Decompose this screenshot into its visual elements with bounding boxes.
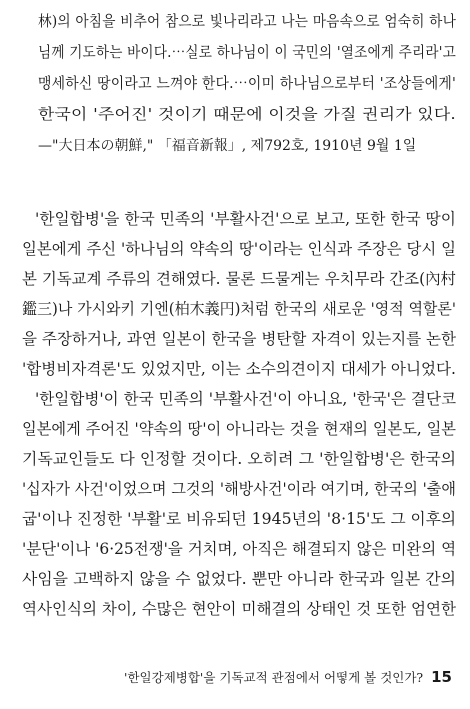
paragraph-line: '한일합병'을 한국 민족의 '부활사건'으로 보고, 또한 한국 땅이 xyxy=(35,210,456,228)
paragraph-line: 일본에게 주신 '하나님의 약속의 땅'이라는 인식과 주장은 당시 일 xyxy=(22,240,457,258)
paragraph-line: 본 기독교계 주류의 견해였다. 물론 드물게는 우치무라 간조(內村 xyxy=(22,270,456,288)
paragraph-line: 鑑三)나 가시와키 기엔(柏木義円)처럼 한국의 새로운 '영적 역할론' xyxy=(22,300,457,318)
paragraph-line: 일본에게 주어진 '약속의 땅'이 아니라는 것을 현재의 일본도, 일본 xyxy=(22,420,456,438)
quote-line: 님께 기도하는 바이다.⋯실로 하나님이 이 국민의 '열조에게 주리라'고 xyxy=(38,43,456,61)
paragraph-line: '분단'이나 '6·25전쟁'을 거치며, 아직은 해결되지 않은 미완의 역 xyxy=(22,540,457,558)
page-number: 15 xyxy=(431,668,452,686)
paragraph-line: '합병비자격론'도 있었지만, 이는 소수의견이지 대세가 아니었다. xyxy=(22,360,456,378)
paragraph-line: 굽'이나 진정한 '부활'로 비유되던 1945년의 '8·15'도 그 이후의 xyxy=(22,510,456,528)
paragraph-line: 을 주장하거나, 과연 일본이 한국을 병탄할 자격이 있는지를 논한 xyxy=(22,330,457,348)
paragraph-line: 사임을 고백하지 않을 수 없었다. 뿐만 아니라 한국과 일본 간의 xyxy=(22,570,456,588)
paragraph-line: 역사인식의 차이, 수많은 현안이 미해결의 상태인 것 또한 엄연한 xyxy=(22,600,457,618)
running-title: '한일강제병합'을 기독교적 관점에서 어떻게 볼 것인가? xyxy=(124,670,424,685)
paragraph-line: '한일합병'이 한국 민족의 '부활사건'이 아니요, '한국'은 결단코 xyxy=(35,390,457,408)
quote-citation: —"大日本の朝鮮," 「福音新報」, 제792호, 1910년 9월 1일 xyxy=(38,138,417,154)
page-footer xyxy=(0,668,452,690)
paragraph-line: '십자가 사건'이었으며 그것의 '해방사건'이라 여기며, 한국의 '출애 xyxy=(22,480,457,498)
quote-line: 맹세하신 땅이라고 느껴야 한다.⋯이미 하나님으로부터 '조상들에게' xyxy=(38,74,457,92)
paragraph-line: 기독교인들도 다 인정할 것이다. 오히려 그 '한일합병'은 한국의 xyxy=(22,450,457,468)
quote-line: 한국이 '주어진' 것이기 때문에 이것을 가질 권리가 있다. xyxy=(38,105,456,123)
quote-line: 林)의 아침을 비추어 참으로 빛나리라고 나는 마음속으로 엄숙히 하나 xyxy=(38,12,457,30)
